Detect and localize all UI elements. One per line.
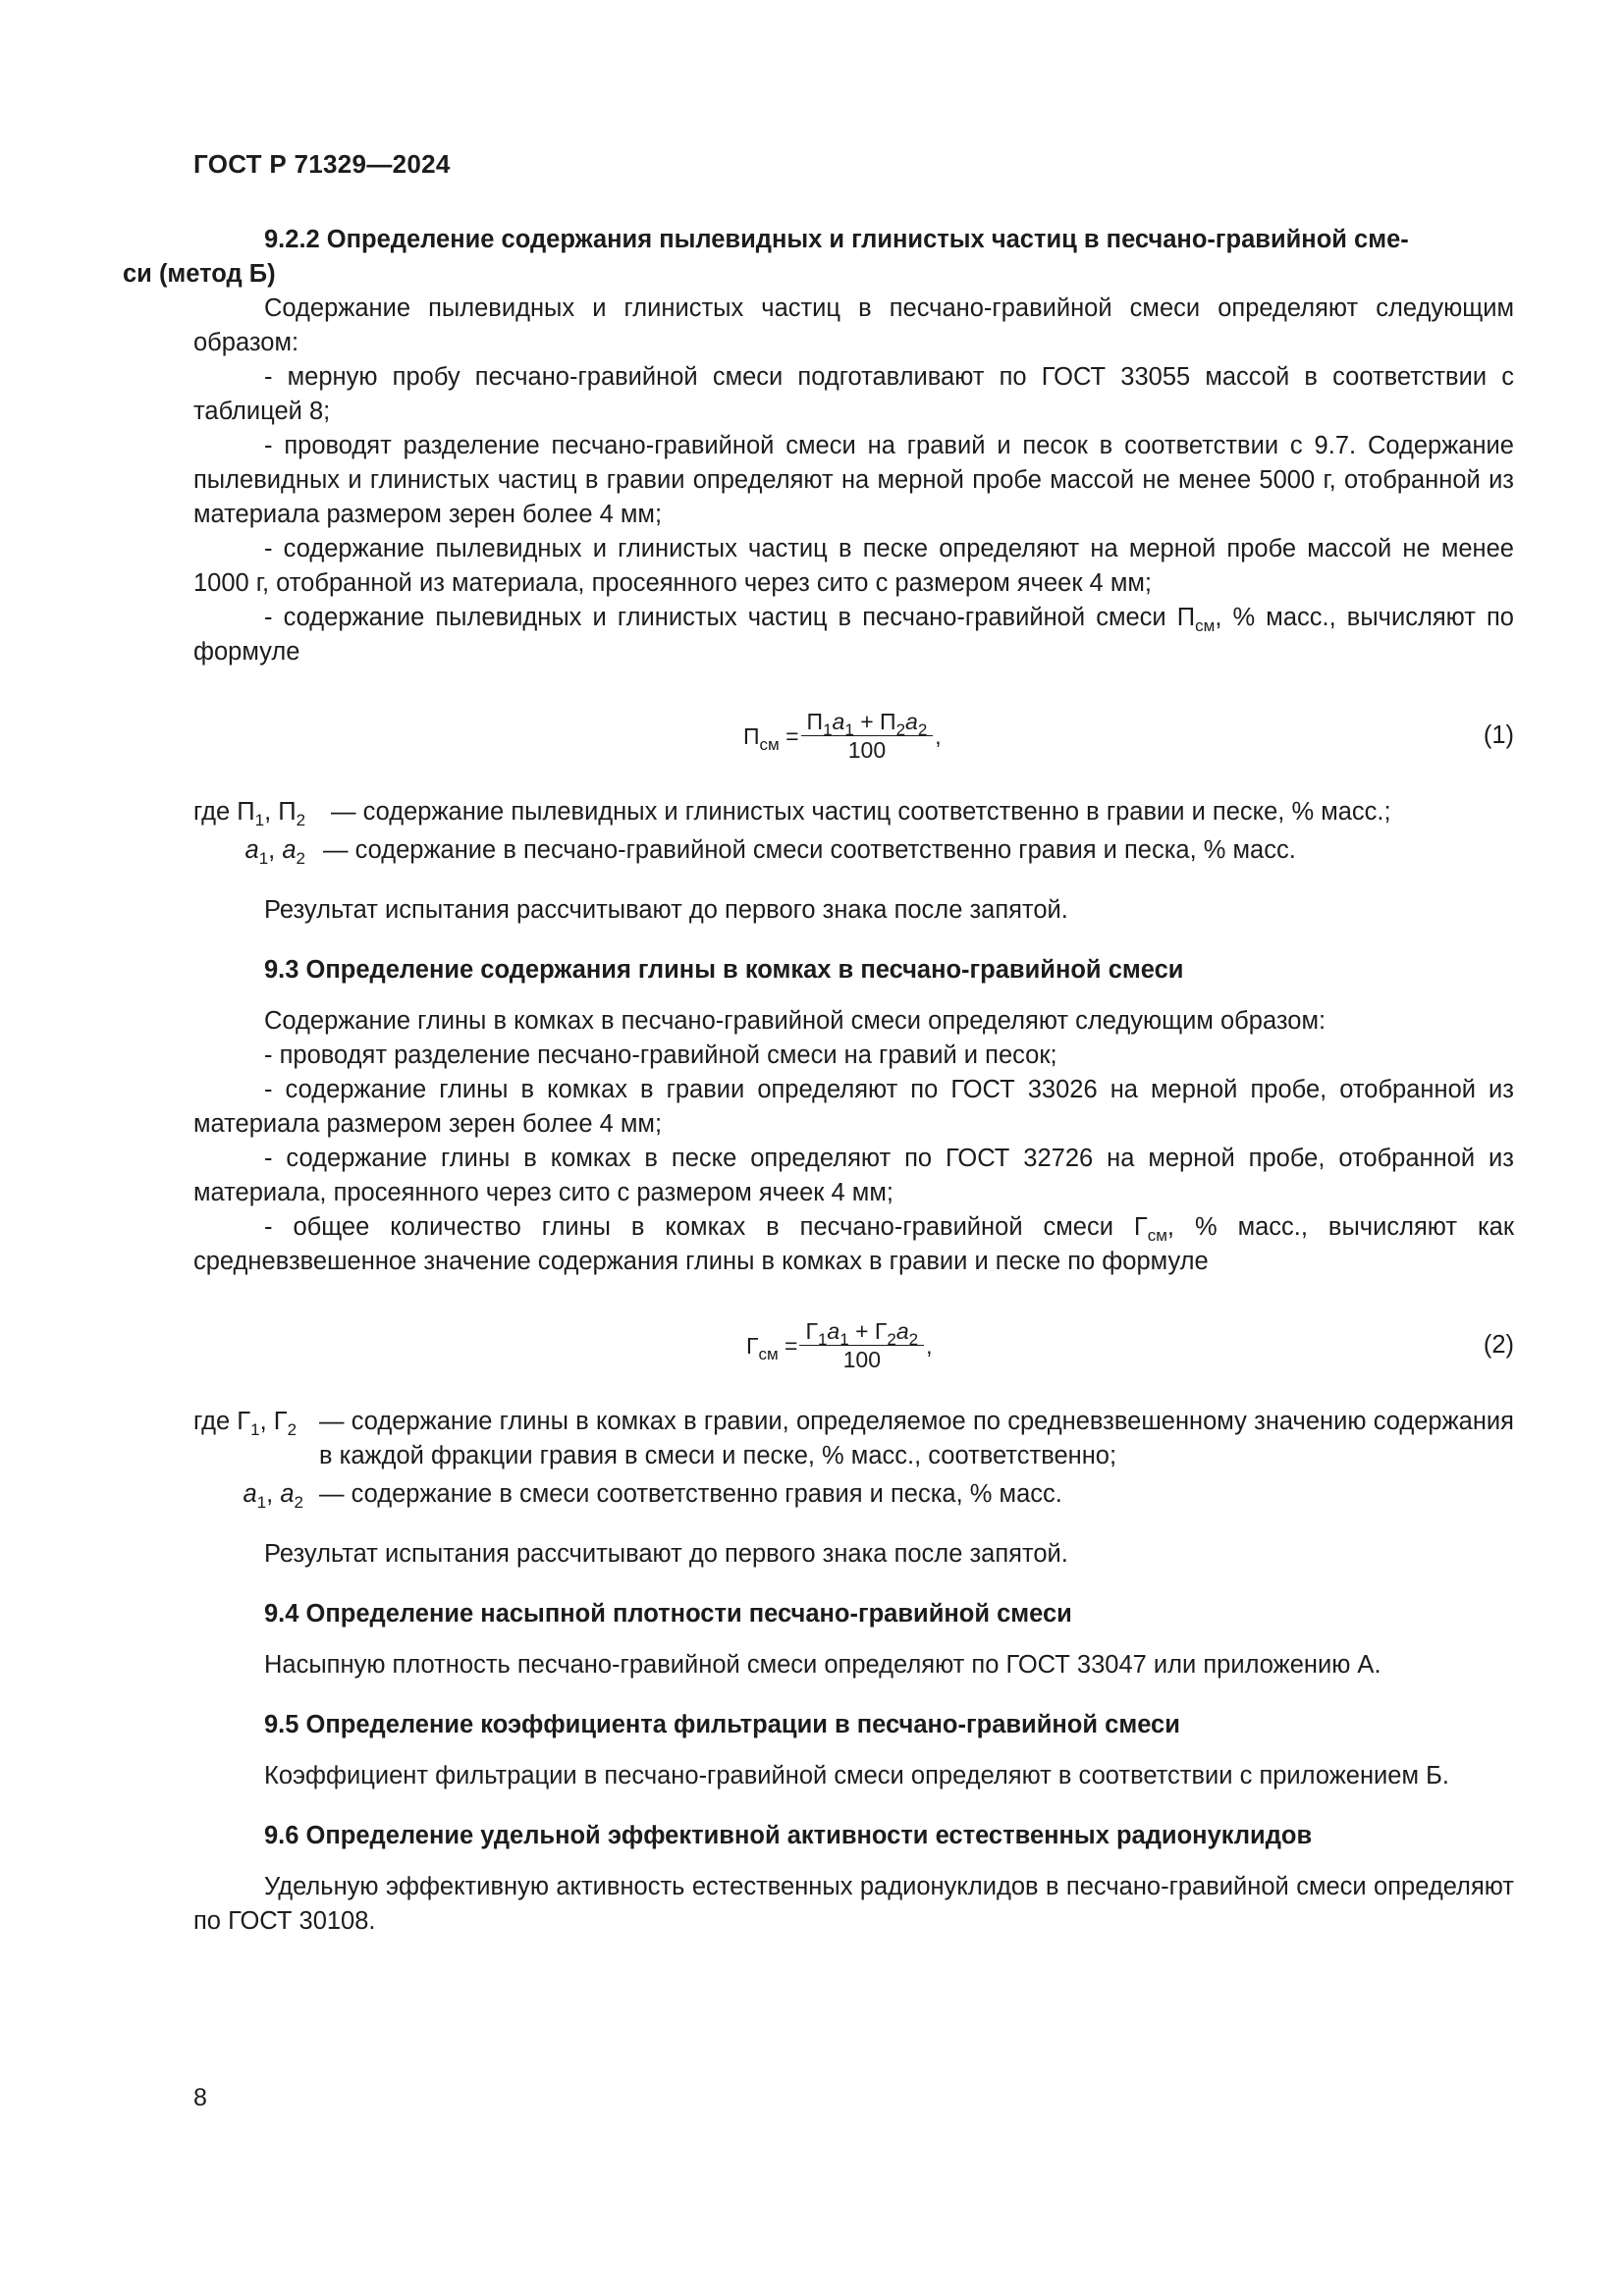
denominator: 100 bbox=[847, 737, 887, 763]
where-description: — содержание в смеси соответственно гравия и песка, % масс. bbox=[319, 1480, 1062, 1508]
heading-9-2-2-line2: си (метод Б) bbox=[123, 260, 276, 288]
page-body bbox=[123, 223, 1514, 1939]
where-description: — содержание в песчано-гравийной смеси соответственно гравия и песка, % масс. bbox=[323, 836, 1296, 864]
list-item-9-2-2-2: - проводят разделение песчано-гравийной смеси на гравий и песок в соответствии с 9.7. Содержание пылевидных и глинистых частиц в гравии определяют на мерной пробе массой не менее 5000 г, отобранной из материала размером зерен более 4 мм; bbox=[193, 432, 1514, 528]
paragraph-9-4: Насыпную плотность песчано-гравийной смеси определяют по ГОСТ 33047 или приложению А. bbox=[264, 1651, 1381, 1679]
list-item-9-3-1: - проводят разделение песчано-гравийной смеси на гравий и песок; bbox=[264, 1041, 1057, 1069]
formula-2 bbox=[193, 1289, 1514, 1399]
formula-lhs: $П_{см}$ = bbox=[743, 722, 799, 754]
result-note-1: Результат испытания рассчитывают до первого знака после запятой. bbox=[264, 896, 1068, 924]
result-note-2: Результат испытания рассчитывают до первого знака после запятой. bbox=[264, 1540, 1068, 1568]
formula-1-number: (1) bbox=[1483, 721, 1514, 749]
where-2-row-1 bbox=[193, 1405, 1514, 1473]
formula-trailing-comma: , bbox=[935, 722, 942, 749]
where-1-row-2 bbox=[193, 833, 1514, 868]
formula-trailing-comma: , bbox=[926, 1332, 933, 1359]
fraction bbox=[799, 1318, 924, 1373]
formula-2-number: (2) bbox=[1483, 1331, 1514, 1359]
paragraph-9-3-intro: Содержание глины в комках в песчано-гравийной смеси определяют следующим образом: bbox=[264, 1007, 1326, 1035]
paragraph-9-5: Коэффициент фильтрации в песчано-гравийной смеси определяют в соответствии с приложением Б. bbox=[264, 1762, 1449, 1789]
paragraph-9-6: Удельную эффективную активность естественных радионуклидов в песчано-гравийной смеси определяют по ГОСТ 30108. bbox=[193, 1873, 1514, 1935]
where-2-row-2 bbox=[193, 1477, 1514, 1512]
heading-9-2-2 bbox=[123, 223, 1514, 292]
formula-1 bbox=[193, 679, 1514, 789]
formula-1-expression bbox=[743, 709, 942, 764]
list-item-9-3-4 bbox=[193, 1210, 1514, 1279]
numerator: $Г_1a_1 + Г_2a_2$ bbox=[799, 1318, 924, 1346]
where-1-row-1 bbox=[193, 795, 1514, 829]
where-symbol: где $Г_1$, $Г_2$ bbox=[193, 1408, 298, 1439]
where-description: — содержание пылевидных и глинистых частиц соответственно в гравии и песке, % масс.; bbox=[331, 798, 1391, 826]
where-symbol: где $П_1$, $П_2$ bbox=[193, 798, 306, 829]
list-item-text: , % масс., вычисляют как средневзвешенное значение содержания глины в комках в гравии и песке по формуле bbox=[193, 1213, 1514, 1275]
list-item-9-3-3: - содержание глины в комках в песке определяют по ГОСТ 32726 на мерной пробе, отобранной из материала, просеянного через сито с размером ячеек 4 мм; bbox=[193, 1145, 1514, 1206]
heading-9-5: 9.5 Определение коэффициента фильтрации в песчано-гравийной смеси bbox=[264, 1711, 1180, 1738]
subscript: см bbox=[1147, 1226, 1167, 1245]
formula-lhs: $Г_{см}$ = bbox=[746, 1332, 798, 1363]
heading-9-2-2-line1: 9.2.2 Определение содержания пылевидных и глинистых частиц в песчано-гравийной сме- bbox=[264, 226, 1409, 253]
list-item-text: , % масс., вычисляют по формуле bbox=[193, 604, 1514, 666]
where-description: — содержание глины в комках в гравии, определяемое по средневзвешенному значению содержания в каждой фракции гравия в смеси и песке, % масс., соответственно; bbox=[319, 1408, 1514, 1469]
heading-9-4: 9.4 Определение насыпной плотности песчано-гравийной смеси bbox=[264, 1600, 1072, 1628]
where-symbol: $a_1$, $a_2$ bbox=[244, 836, 305, 868]
list-item-9-3-2: - содержание глины в комках в гравии определяют по ГОСТ 33026 на мерной пробе, отобранной из материала размером зерен более 4 мм; bbox=[193, 1076, 1514, 1138]
list-item-9-2-2-3: - содержание пылевидных и глинистых частиц в песке определяют на мерной пробе массой не менее 1000 г, отобранной из материала, просеянного через сито с размером ячеек 4 мм; bbox=[193, 535, 1514, 597]
formula-2-expression bbox=[746, 1318, 933, 1373]
denominator: 100 bbox=[842, 1347, 881, 1372]
subscript: см bbox=[1195, 616, 1216, 635]
heading-9-3: 9.3 Определение содержания глины в комках в песчано-гравийной смеси bbox=[264, 956, 1184, 984]
where-symbol: $a_1$, $a_2$ bbox=[243, 1480, 303, 1512]
paragraph-9-2-2-intro: Содержание пылевидных и глинистых частиц в песчано-гравийной смеси определяют следующим образом: bbox=[193, 294, 1514, 356]
list-item-text: - содержание пылевидных и глинистых частиц в песчано-гравийной смеси П bbox=[264, 604, 1196, 631]
list-item-text: - общее количество глины в комках в песчано-гравийной смеси Г bbox=[264, 1213, 1148, 1241]
list-item-9-2-2-4 bbox=[193, 601, 1514, 669]
numerator: $П_1a_1 + П_2a_2$ bbox=[801, 709, 934, 736]
fraction bbox=[801, 709, 934, 764]
page-number: 8 bbox=[193, 2084, 207, 2111]
heading-9-6: 9.6 Определение удельной эффективной активности естественных радионуклидов bbox=[264, 1822, 1313, 1849]
list-item-9-2-2-1: - мерную пробу песчано-гравийной смеси подготавливают по ГОСТ 33055 массой в соответствии с таблицей 8; bbox=[193, 363, 1514, 425]
document-id-header: ГОСТ Р 71329—2024 bbox=[193, 149, 451, 179]
